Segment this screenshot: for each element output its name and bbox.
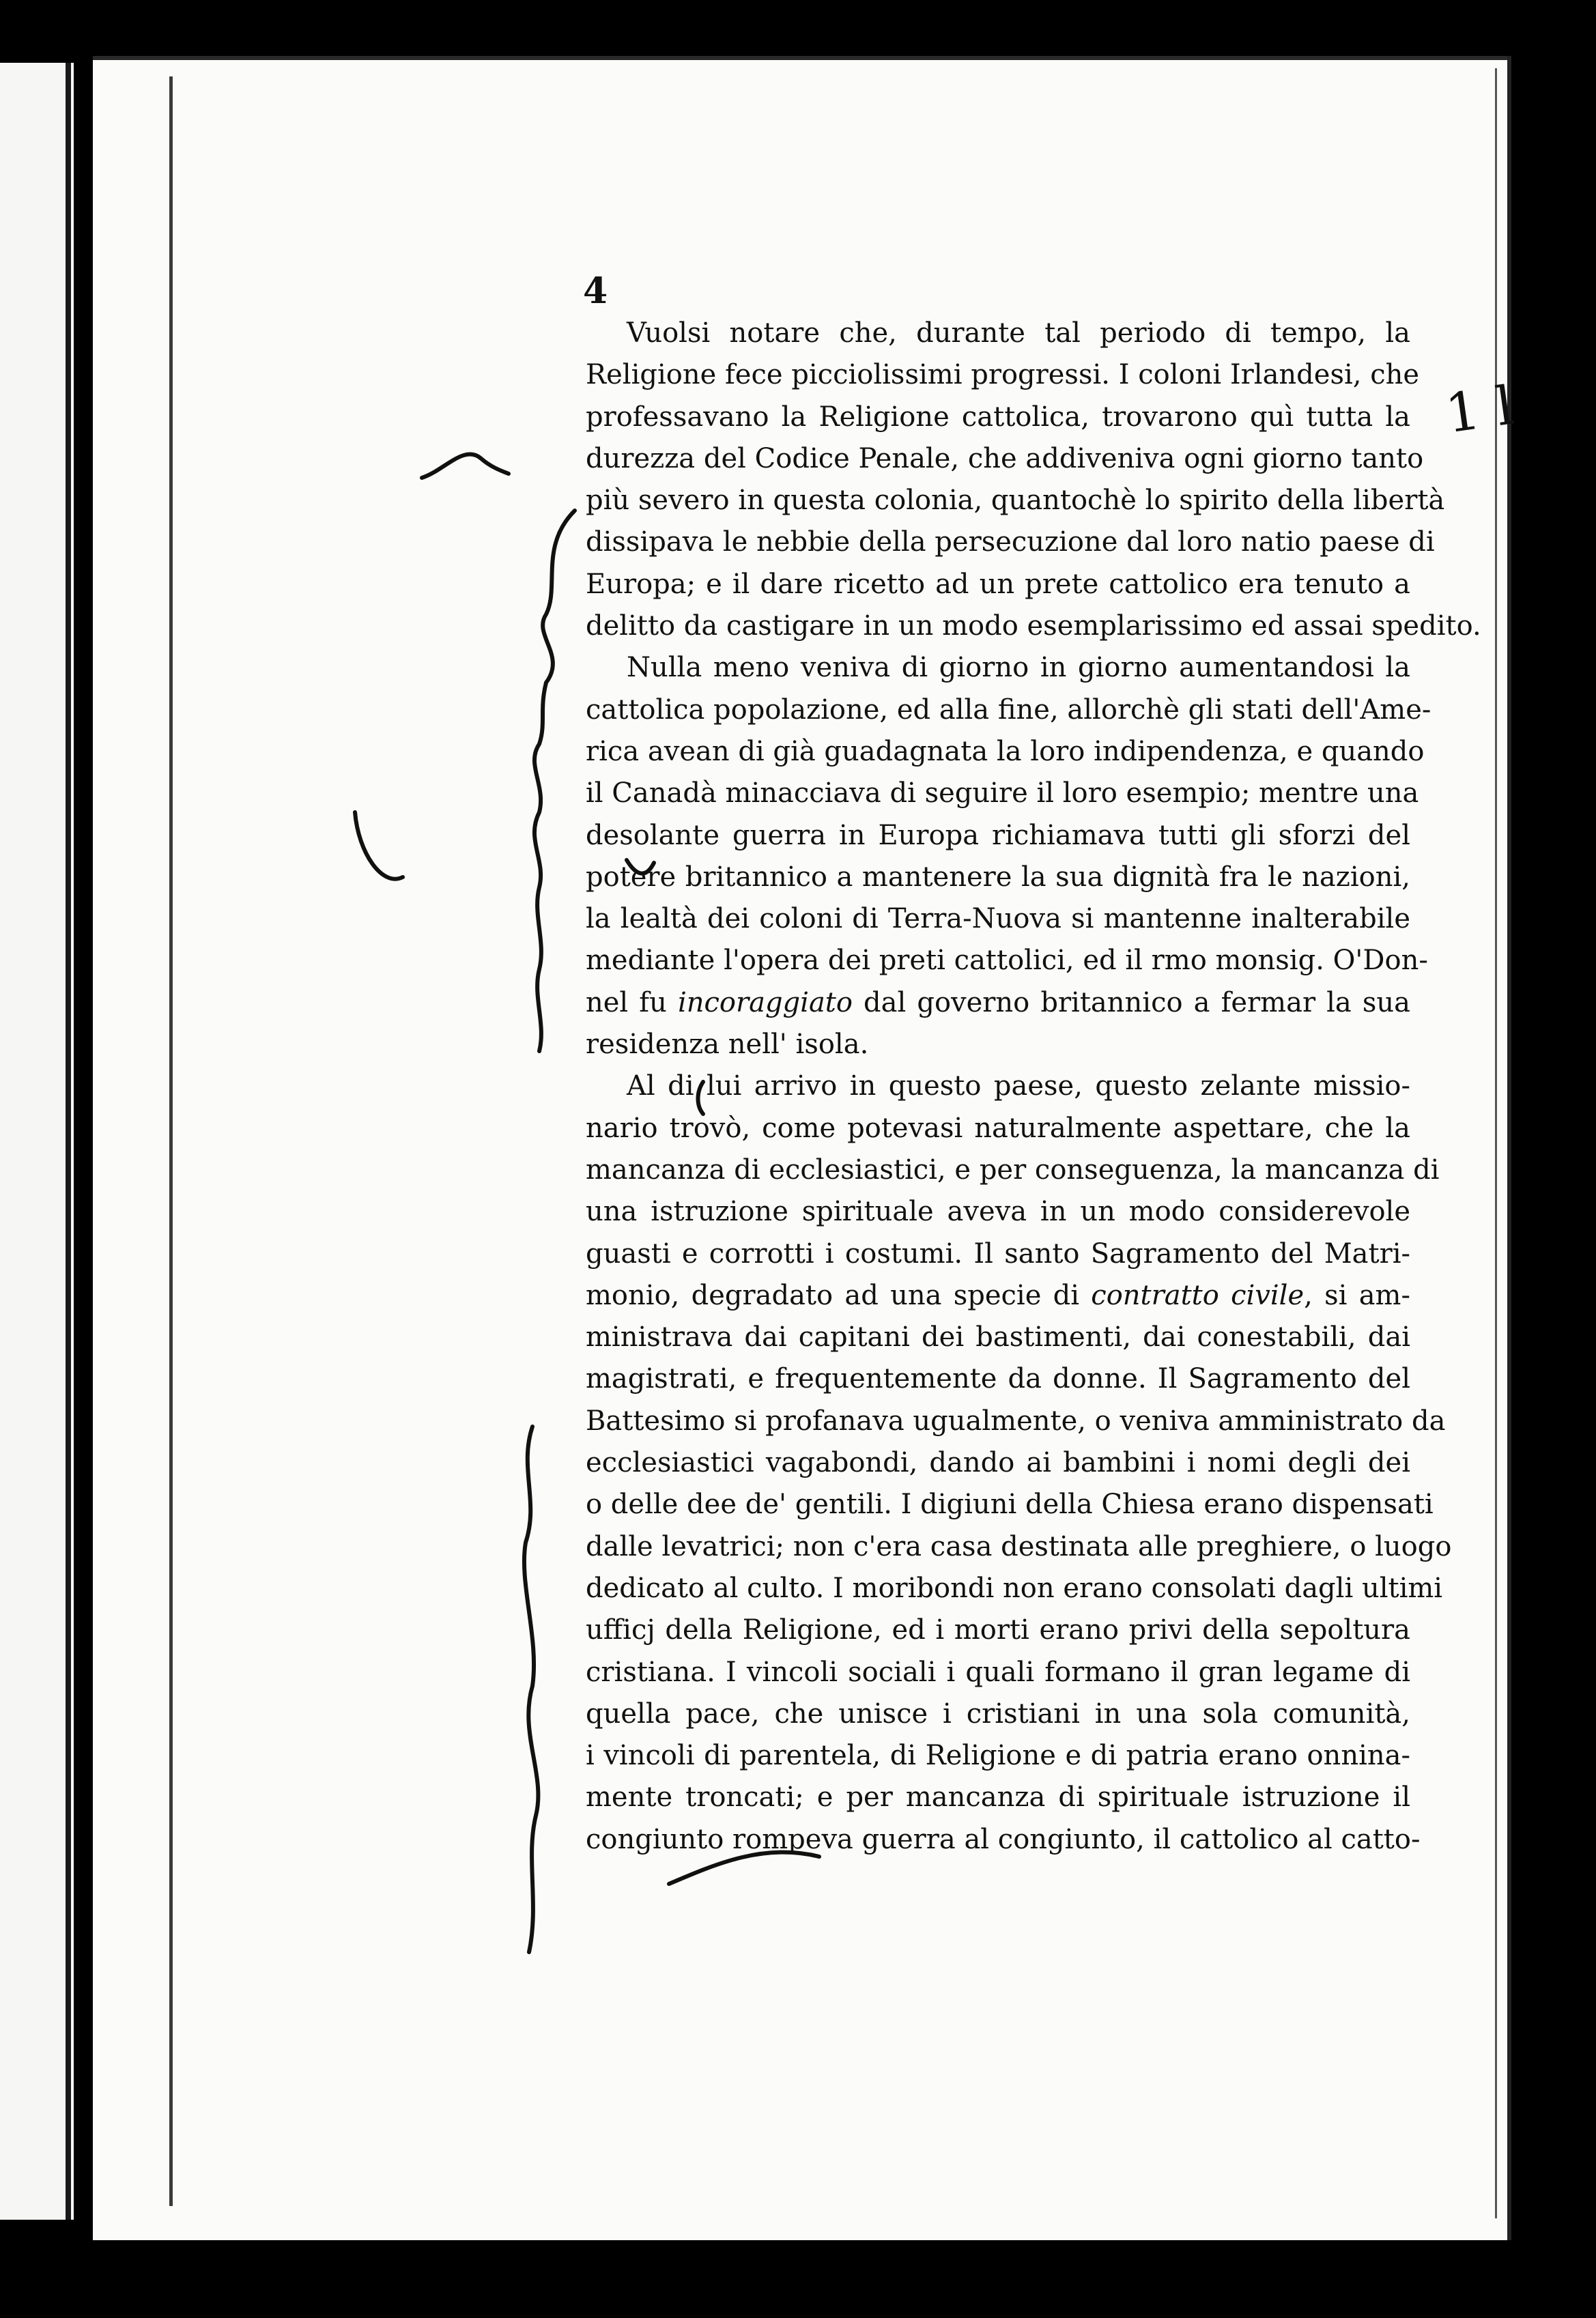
page-number: 4 bbox=[583, 270, 608, 312]
text-line: cattolica popolazione, ed alla fine, allorchè gli stati dell'Ame- bbox=[586, 693, 1431, 726]
underline-curve-bottom bbox=[669, 1852, 819, 1884]
text-line: delitto da castigare in un modo esemplarissimo ed assai spedito. bbox=[586, 610, 1481, 642]
bracket-mark bbox=[698, 1082, 704, 1114]
italic-phrase: incoraggiato bbox=[677, 986, 853, 1018]
text-line: cristiana. I vincoli sociali i quali formano il gran legame di bbox=[586, 1656, 1410, 1688]
text-line: dissipava le nebbie della persecuzione dal loro natio paese di bbox=[586, 526, 1435, 558]
text-line: ecclesiastici vagabondi, dando ai bambini i nomi degli dei bbox=[586, 1447, 1410, 1479]
text-run: dal governo britannico a fermar la sua bbox=[852, 986, 1410, 1018]
italic-phrase: contratto civile bbox=[1091, 1279, 1305, 1311]
text-line: magistrati, e frequentemente da donne. Il Sagramento del bbox=[586, 1363, 1410, 1395]
handwritten-margin-note: 1 l bbox=[1442, 375, 1518, 446]
text-run: monio, degradato ad una specie di bbox=[586, 1279, 1092, 1311]
text-line: Nulla meno veniva di giorno in giorno aumentandosi la bbox=[627, 652, 1410, 684]
text-line: guasti e corrotti i costumi. Il santo Sagramento del Matri- bbox=[586, 1237, 1410, 1270]
text-line: mente troncati; e per mancanza di spirituale istruzione il bbox=[586, 1782, 1410, 1814]
text-line: potere britannico a mantenere la sua dignità fra le nazioni, bbox=[586, 861, 1410, 893]
text-line: rica avean di già guadagnata la loro indipendenza, e quando bbox=[586, 735, 1425, 767]
text-line: Religione fece picciolissimi progressi. I coloni Irlandesi, che bbox=[586, 359, 1420, 391]
text-line: una istruzione spirituale aveva in un modo considerevole bbox=[586, 1196, 1410, 1228]
text-line: dalle levatrici; non c'era casa destinata alle preghiere, o luogo bbox=[586, 1530, 1452, 1562]
text-line: più severo in questa colonia, quantochè lo spirito della libertà bbox=[586, 485, 1445, 517]
caret-mark bbox=[627, 860, 654, 874]
text-line: o delle dee de' gentili. I digiuni della Chiesa erano dispensati bbox=[586, 1489, 1434, 1521]
text-line: mediante l'opera dei preti cattolici, ed il rmo monsig. O'Don- bbox=[586, 945, 1428, 977]
text-line: Vuolsi notare che, durante tal periodo di tempo, la bbox=[627, 317, 1410, 349]
text-run: , si am- bbox=[1304, 1279, 1410, 1311]
text-line: durezza del Codice Penale, che addiveniva ogni giorno tanto bbox=[586, 442, 1424, 474]
text-line: residenza nell' isola. bbox=[586, 1029, 869, 1061]
margin-brace-upper bbox=[535, 511, 575, 1051]
text-line: mancanza di ecclesiastici, e per conseguenza, la mancanza di bbox=[586, 1154, 1440, 1186]
text-line: ufficj della Religione, ed i morti erano privi della sepoltura bbox=[586, 1614, 1410, 1646]
margin-brace-lower bbox=[524, 1427, 539, 1952]
text-line: Battesimo si profanava ugualmente, o veniva amministrato da bbox=[586, 1405, 1446, 1437]
text-line: desolante guerra in Europa richiamava tutti gli sforzi del bbox=[586, 819, 1410, 851]
text-line: Europa; e il dare ricetto ad un prete cattolico era tenuto a bbox=[586, 568, 1410, 600]
text-line: i vincoli di parentela, di Religione e di patria erano onnina- bbox=[586, 1740, 1410, 1772]
margin-curve-mark bbox=[355, 812, 403, 879]
text-line: quella pace, che unisce i cristiani in una sola comunità, bbox=[586, 1698, 1410, 1730]
text-line: ministrava dai capitani dei bastimenti, dai conestabili, dai bbox=[586, 1321, 1410, 1354]
text-line: la lealtà dei coloni di Terra-Nuova si mantenne inalterabile bbox=[586, 903, 1410, 935]
text-line: congiunto rompeva guerra al congiunto, il cattolico al catto- bbox=[586, 1823, 1421, 1855]
text-run: nel fu bbox=[586, 986, 678, 1018]
margin-tilde-mark bbox=[422, 454, 509, 478]
text-line: professavano la Religione cattolica, trovarono quì tutta la bbox=[586, 401, 1410, 433]
text-line: il Canadà minacciava di seguire il loro esempio; mentre una bbox=[586, 777, 1419, 810]
text-line: dedicato al culto. I moribondi non erano consolati dagli ultimi bbox=[586, 1572, 1443, 1604]
text-line: nario trovò, come potevasi naturalmente aspettare, che la bbox=[586, 1112, 1410, 1144]
text-line: Al di lui arrivo in questo paese, questo zelante missio- bbox=[627, 1070, 1410, 1102]
